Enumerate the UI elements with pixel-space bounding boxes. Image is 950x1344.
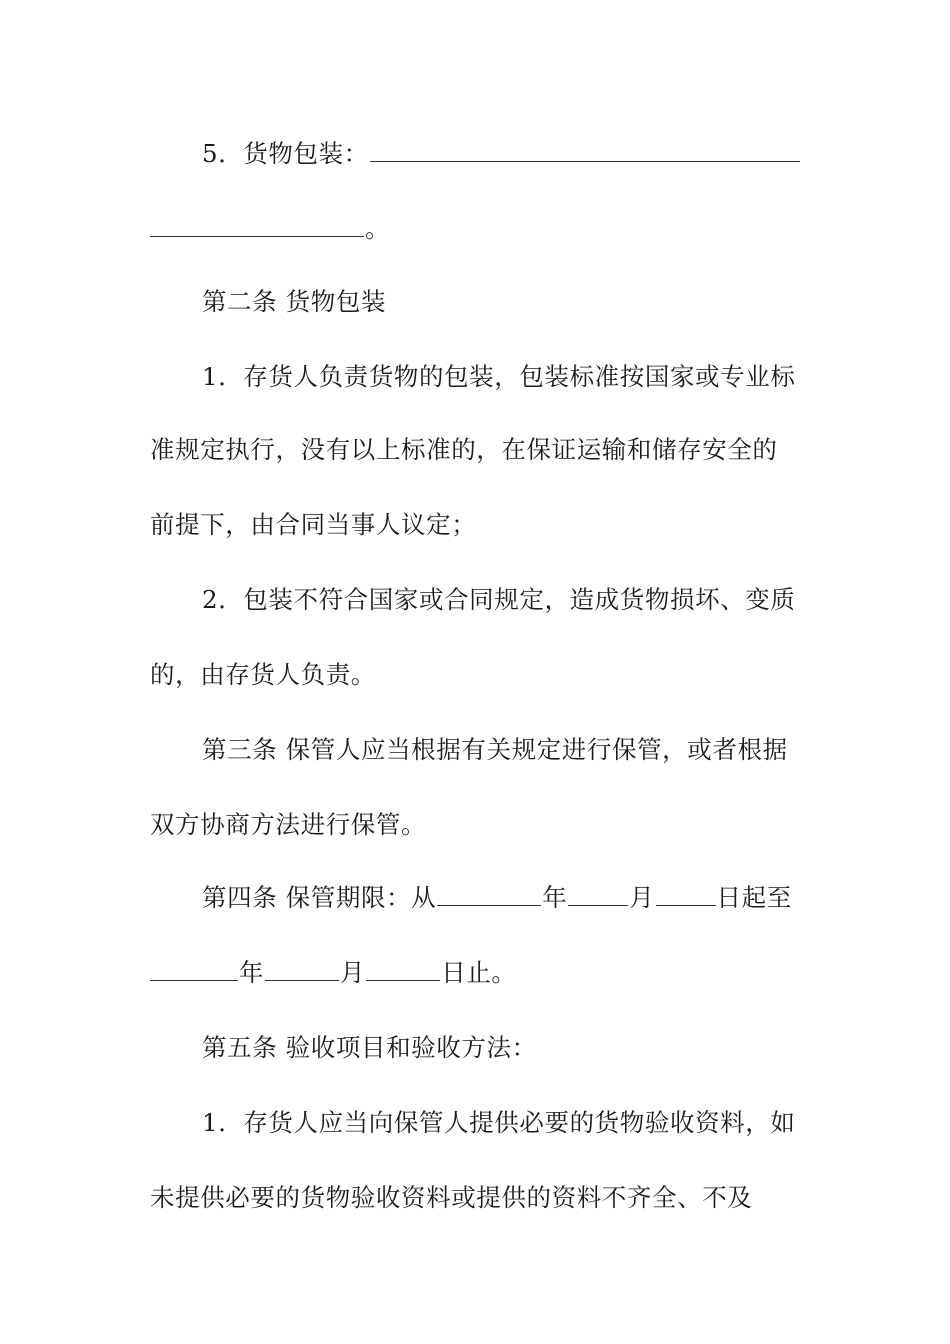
article4-prefix: 第四条 保管期限：从 xyxy=(202,883,437,912)
end-day-label: 日止。 xyxy=(441,958,517,987)
start-day-blank xyxy=(656,881,716,906)
start-day-label: 日起至 xyxy=(716,883,792,912)
article3-line1: 第三条 保管人应当根据有关规定进行保管，或者根据 xyxy=(202,735,788,764)
item5-end-mark: 。 xyxy=(365,214,391,243)
item5-line2 xyxy=(150,209,810,249)
article4-line2 xyxy=(150,953,810,993)
article3-line2: 双方协商方法进行保管。 xyxy=(150,810,427,839)
article5-heading: 第五条 验收项目和验收方法： xyxy=(202,1033,537,1062)
article2-p2-line2: 的，由存货人负责。 xyxy=(150,660,376,689)
end-month-blank xyxy=(265,956,339,981)
end-year-blank xyxy=(150,956,238,981)
start-year-blank xyxy=(437,881,541,906)
start-year-label: 年 xyxy=(542,883,568,912)
article2-p1-line1: 1．存货人负责货物的包装，包装标准按国家或专业标 xyxy=(202,362,796,391)
start-month-label: 月 xyxy=(629,883,655,912)
article2-heading: 第二条 货物包装 xyxy=(202,287,387,316)
packaging-blank-2 xyxy=(150,212,364,237)
article2-p1-line3: 前提下，由合同当事人议定； xyxy=(150,510,477,539)
article2-p2-line1: 2．包装不符合国家或合同规定，造成货物损坏、变质 xyxy=(202,585,796,614)
article2-p1-line2: 准规定执行，没有以上标准的，在保证运输和储存安全的 xyxy=(150,435,778,464)
packaging-blank-1 xyxy=(370,137,800,162)
article4-line1 xyxy=(150,878,862,918)
item5-label: 5．货物包装： xyxy=(202,139,369,168)
article5-p1-line1: 1．存货人应当向保管人提供必要的货物验收资料，如 xyxy=(202,1108,796,1137)
article5-p1-line2: 未提供必要的货物验收资料或提供的资料不齐全、不及 xyxy=(150,1183,753,1212)
start-month-blank xyxy=(568,881,628,906)
end-year-label: 年 xyxy=(239,958,265,987)
end-month-label: 月 xyxy=(340,958,366,987)
item5-line1 xyxy=(150,134,862,174)
end-day-blank xyxy=(366,956,440,981)
